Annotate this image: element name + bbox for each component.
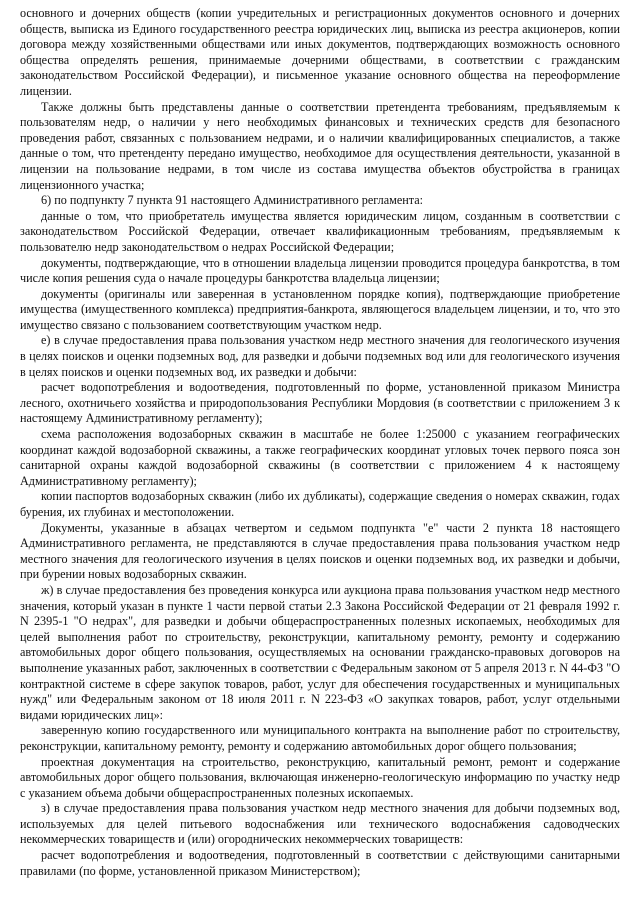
paragraph-15: з) в случае предоставления права пользования участком недр местного значения для добычи подземных вод, используемых для целей питьевого водоснабжения или технического водоснабжения садоводческих некоммерческих товариществ и (или) огороднических некоммерческих товариществ: xyxy=(20,801,620,847)
paragraph-12: ж) в случае предоставления без проведения конкурса или аукциона права пользования участком недр местного значения, который указан в пункте 1 части первой статьи 2.3 Закона Российской Федерации от 21 февраля 1992 г. N 2395-1 "О недрах", для разведки и добычи общераспространенных полезных ископаемых, необходимых для целей выполнения работ по строительству, реконструкции, капитальному ремонту, ремонту и содержанию автомобильных дорог общего пользования, осуществляемых на основании гражданско-правовых договоров на выполнение указанных работ, заключенных в соответствии с Федеральным законом от 5 апреля 2013 г. N 44-ФЗ "О контрактной системе в сфере закупок товаров, работ, услуг для обеспечения государственных и муниципальных нужд" или Федеральным законом от 18 июля 2011 г. N 223-ФЗ «О закупках товаров, работ, услуг отдельными видами юридических лиц»: xyxy=(20,582,620,722)
paragraph-6: документы (оригиналы или заверенная в установленном порядке копия), подтверждающие приобретение имущества (имущественного комплекса) предприятия-банкрота, являющегося владельцем лицензии, и то, что это имущество связано с пользованием соответствующим участком недр. xyxy=(20,286,620,332)
paragraph-14: проектная документация на строительство, реконструкцию, капитальный ремонт, ремонт и содержание автомобильных дорог общего пользования, включающая инженерно-геологическую информацию по участку недр с указанием объема добычи общераспространенных полезных ископаемых. xyxy=(20,754,620,800)
paragraph-4: данные о том, что приобретатель имущества является юридическим лицом, созданным в соответствии с законодательством Российской Федерации, отвечает квалификационным требованиям, предъявляемым к пользователю недр законодательством о недрах Российской Федерации; xyxy=(20,208,620,254)
paragraph-2: Также должны быть представлены данные о соответствии претендента требованиям, предъявляемым к пользователям недр, о наличии у него необходимых финансовых и технических средств для безопасного проведения работ, связанных с пользованием недрами, и о наличии квалифицированных специалистов, а также данные о том, что претенденту передано имущество, необходимое для осуществления деятельности, указанной в лицензии на пользование недрами, в том числе из состава имущества объектов обустройства в границах лицензионного участка; xyxy=(20,99,620,192)
paragraph-1: основного и дочерних обществ (копии учредительных и регистрационных документов основного и дочерних обществ, выписка из Единого государственного реестра юридических лиц, выписка из реестра акционеров, копии договора между хозяйственными обществами или иных документов, подтверждающих возможность основного общества определять решения, принимаемые дочерними обществами, в соответствии с гражданским законодательством Российской Федерации), и письменное указание основного общества на переоформление лицензии. xyxy=(20,6,620,98)
paragraph-5: документы, подтверждающие, что в отношении владельца лицензии проводится процедура банкротства, в том числе копия решения суда о начале процедуры банкротства владельца лицензии; xyxy=(20,255,620,286)
paragraph-11: Документы, указанные в абзацах четвертом и седьмом подпункта "е" части 2 пункта 18 настоящего Административного регламента, не представляются в случае предоставления права пользования участком недр местного значения для геологического изучения в целях поисков и оценки подземных вод, их разведки и добычи, при бурении новых водозаборных скважин. xyxy=(20,520,620,582)
paragraph-16: расчет водопотребления и водоотведения, подготовленный в соответствии с действующими санитарными правилами (по форме, установленной приказом Министерством); xyxy=(20,848,620,878)
paragraph-8: расчет водопотребления и водоотведения, подготовленный по форме, установленной приказом Министра лесного, охотничьего хозяйства и природопользования Республики Мордовия (в соответствии с приложением 3 к настоящему Административному регламенту); xyxy=(20,380,620,426)
paragraph-13: заверенную копию государственного или муниципального контракта на выполнение работ по строительству, реконструкции, капитальному ремонту, ремонту и содержанию автомобильных дорог общего пользования; xyxy=(20,723,620,753)
paragraph-3: 6) по подпункту 7 пункта 91 настоящего Административного регламента: xyxy=(41,193,424,208)
paragraph-7: е) в случае предоставления права пользования участком недр местного значения для геологического изучения в целях поисков и оценки подземных вод, для разведки и добычи подземных вод или для геологического изучения в целях поисков и оценки подземных вод, их разведки и добычи: xyxy=(20,333,620,379)
paragraph-10: копии паспортов водозаборных скважин (либо их дубликаты), содержащие сведения о номерах скважин, годах бурения, их глубинах и местоположении. xyxy=(20,489,620,519)
paragraph-9: схема расположения водозаборных скважин в масштабе не более 1:25000 с указанием географических координат каждой водозаборной скважины, а также географических координат угловых точек первого пояса зон санитарной охраны каждой водозаборной скважины (в соответствии с приложением 4 к настоящему Административному регламенту); xyxy=(20,427,620,488)
